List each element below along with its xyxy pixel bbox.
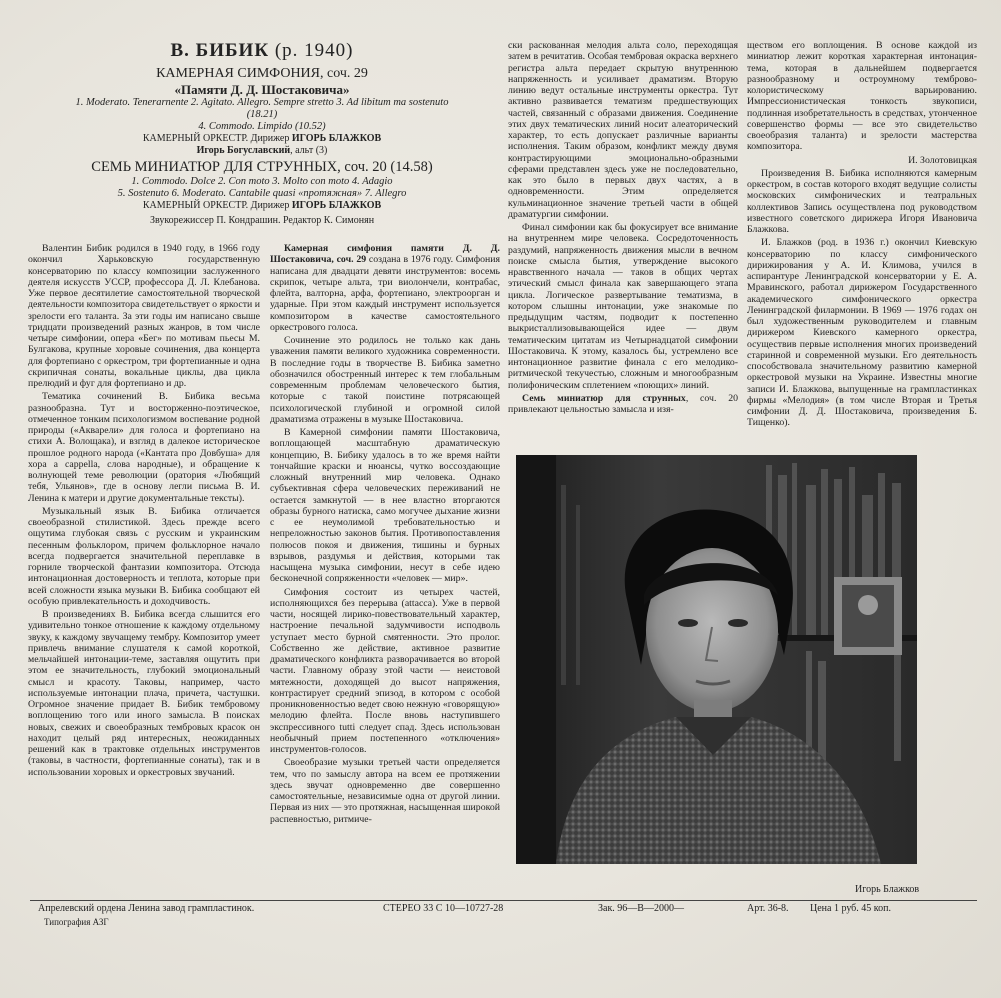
composer-name: В. БИБИК <box>170 40 270 61</box>
paragraph: Валентин Бибик родился в 1940 году, в 1966 году окончил Харьковскую государственную консерваторию по классу композиции заслуженного деятеля искусств УССР, профессора Д. Л. Клебанова. Уже первое десятилетие самостоятельной творческой деятельности композитора свидетельствует о яркости и зрелости его таланта. За эти годы им написано свыше тридцати произведений разных жанров, в том числе четыре симфонии, опера «Бег» по мотивам пьесы М. Булгакова, крупные хоровые сочинения, два концерта для фортепиано с оркестром, три фортепианные и одна скрипичная сонаты, вокальные циклы, два цикла прелюдий и фуг для фортепиано и др. <box>28 243 260 389</box>
work1-ensemble: КАМЕРНЫЙ ОРКЕСТР. Дирижер <box>142 133 290 144</box>
text-column-3 <box>508 40 738 417</box>
paragraph: И. Блажков (род. в 1936 г.) окончил Киевскую консерваторию по классу симфонического дирижирования у А. И. Климова, учился в аспирантуре Ленинградской консерватории у Е. А. Мравинского, работал дирижером Государственного академического симфонического оркестра Ленинградской филармонии. В 1969 — 1976 годах он был художественным руководителем и главным дирижером Киевского камерного оркестра, осуществив первые исполнения многих произведений старинной и современной музыки. Его деятельность способствовала значительному развитию камерной оркестровой музыки на Украине. Известны многие записи И. Блажкова, выпущенные на грампластинках фирмы «Мелодия» (в том числе Вторая и Третья симфонии Д. Д. Шостаковича, произведения Б. Тищенко). <box>747 237 977 429</box>
photo-caption: Игорь Блажков <box>855 884 920 895</box>
work1-subtitle: «Памяти Д. Д. Шостаковича» <box>174 82 350 97</box>
work1-movements-line1: 1. Moderato. Tenerarnente 2. Agitato. Allegro. Sempre stretto 3. Ad libitum ma sostenuto <box>75 97 449 108</box>
engineering-credits: Звукорежиссер П. Кондрашин. Редактор К. Симонян <box>149 215 375 226</box>
work2-conductor: ИГОРЬ БЛАЖКОВ <box>291 200 382 211</box>
symphony-lead: Камерная симфония памяти Д. Д. Шостаковича, соч. 29 <box>270 243 500 266</box>
paragraph <box>270 243 500 333</box>
work2-movements <box>28 176 496 200</box>
paragraph: Тематика сочинений В. Бибика весьма разнообразна. Тут и восторженно-поэтическое, отмеченное тонким психологизмом воспевание родной природы («Акварели» для голоса и фортепиано на стихи А. Волощака), и взгляд в далекое историческое прошлое родного народа («Кантата про Довбуша» для хора a cappella, слова народные), и обращение к волнующей теме революции (оратория «Любящий тебя, Ульянов», где в основу легли письма В. И. Ленина к матери и другие документальные тексты). <box>28 391 260 504</box>
paragraph: ски раскованная мелодия альта соло, переходящая затем в речитатив. Особая тембровая окраска верхнего регистра альта передает скрытую внутреннюю напряженность и усиливает драматизм. Вторую линию ведут остальные инструменты оркестра. Тут активно развивается тематизм предшествующих частей, связанный с образами движения. Соединение этих двух тематических линий носит алеаторический характер, то есть допускает различные варианты исполнения. Таким образом, конфликт между двумя контрастирующими эмоционально-образными сферами представлен здесь уже не последовательно, как это было в первых двух частях, а в одновременности. Этим определяется кульминационное значение третьей части в общей драматургии симфонии. <box>508 40 738 220</box>
album-header <box>28 40 496 226</box>
work2-movements-line1: 1. Commodo. Dolce 2. Con moto 3. Molto con moto 4. Adagio <box>131 176 393 187</box>
text-column-1 <box>28 243 260 780</box>
order-number: Зак. 96—В—2000— <box>598 903 684 914</box>
text-column-4 <box>747 40 977 431</box>
work1-soloist-role: , альт (3) <box>290 145 328 156</box>
conductor-portrait-photo <box>516 455 917 864</box>
work2-movements-line2: 5. Sostenuto 6. Moderato. Cantabile quasi «протяжная» 7. Allegro <box>117 188 407 199</box>
paragraph: Произведения В. Бибика исполняются камерным оркестром, в состав которого входят ведущие солисты московских симфонических и театральных коллективов Запись осуществлена под руководством известного советского дирижера Игоря Ивановича Блажкова. <box>747 167 977 235</box>
work2-performers <box>28 200 496 212</box>
paragraph: ществом его воплощения. В основе каждой из миниатюр лежит короткая характерная интонация-тема, которая в дальнейшем подвергается разнообразному и остроумному темброво-колористическому варьированию. Импрессионистическая тонкость звукописи, подлинная изобретательность в средствах, утонченное совершенство формы — все это свидетельство своеобразия таланта) и зрелости мастерства композитора. <box>747 40 977 153</box>
paragraph: Музыкальный язык В. Бибика отличается своеобразной стилистикой. Здесь прежде всего ощутима глубокая связь с русским и украинским песенным фольклором, причем фольклорное начало всегда подвергается значительной переплавке в горниле творческой фантазии композитора. Отсюда интонационная достоверность и теплота, которые при всей сложности языка музыки В. Бибика сообщают ей особую привлекательность и доходчивость. <box>28 505 260 607</box>
composer-years: (р. 1940) <box>274 40 354 61</box>
paragraph: Сочинение это родилось не только как дань уважения памяти великого художника современности. В последние годы в творчестве В. Бибика заметно обозначился обостренный интерес к тем глобальным современным проблемам человеческого бытия, которые с такой поистине потрясающей психологической глубиной и огромной силой драматизма отражены в музыке Шостаковича. <box>270 335 500 425</box>
work1-duration: (18.21) <box>246 109 278 120</box>
price: Цена 1 руб. 45 коп. <box>810 903 891 914</box>
work1-performers <box>28 133 496 157</box>
paragraph-text: создана в 1976 году. Симфония написана для двадцати девяти инструментов: восемь скрипок, четыре альта, три виолончели, контрабас, флейта, валторна, арфа, фортепиано, электроорган и ударные. При этом каждый инструмент используется композитором в качестве самостоятельного оркестрового голоса. <box>270 254 500 333</box>
paragraph <box>508 393 738 416</box>
text-column-2 <box>270 243 500 827</box>
paragraph: В Камерной симфонии памяти Шостаковича, воплощающей масштабную драматическую концепцию, В. Бибику удалось в то же время найти тончайшие краски и нюансы, чутко воссоздающие сложный внутренний мир человека. Однако субъективная сфера человеческих переживаний не остается замкнутой — в нее властно вторгаются образы бурного натиска, само могучее дыхание жизни с ее неумолимой требовательностью и непреложностью законов бытия. Противопоставления полюсов покоя и движения, тишины и бурных взрывов, раздумья и действия, которыми так насыщена музыка симфонии, несут в себе идею бесконечной сопряженности «человек — мир». <box>270 427 500 585</box>
miniatures-lead: Семь миниатюр для струнных <box>522 392 686 404</box>
work1-conductor: ИГОРЬ БЛАЖКОВ <box>291 133 382 144</box>
paragraph: В произведениях В. Бибика всегда слышится его удивительно тонкое отношение к каждому отдельному звуку, к каждому звучащему тембру. Композитор умеет привлечь внимание слушателя к самой короткой, мельчайшей интонации-теме, заставляя ощутить при этом ее значительность, глубокий эмоциональный смысл и красоту. Таковы, например, часто используемые интонации плача, причета, частушки. Огромное значение придает В. Бибик тембровому воплощению того или иного замысла. В поисках новых, свежих и своеобразных тембровых красок он находит целый ряд интересных, неожиданных решений как в трактовке отдельных инструментов (таковы, в частности, фортепианные сонаты), так и в использовании хоровых и оркестровых звучаний. <box>28 609 260 778</box>
paragraph: Своеобразие музыки третьей части определяется тем, что по замыслу автора на всем ее протяжении здесь звучат одновременно две совершенно самостоятельные, независимые одна от другой линии. Первая из них — это протяжная, насыщенная широкой распевностью, ритмиче- <box>270 757 500 825</box>
work1-soloist: Игорь Богуславский <box>196 145 291 156</box>
work2-title: СЕМЬ МИНИАТЮР ДЛЯ СТРУННЫХ, соч. 20 (14.58) <box>91 159 433 175</box>
work1-movements-line2: 4. Commodo. Limpido (10.52) <box>198 121 326 132</box>
catalog-number: СТЕРЕО 33 С 10—10727-28 <box>383 903 504 914</box>
composer-heading <box>28 40 496 62</box>
work2-ensemble: КАМЕРНЫЙ ОРКЕСТР. Дирижер <box>142 200 290 211</box>
portrait-illustration <box>516 455 917 864</box>
article-number: Арт. 36-8. <box>747 903 789 914</box>
printer-name: Типография АЗГ <box>44 917 109 927</box>
footer-divider <box>30 900 977 901</box>
plant-name: Апрелевский ордена Ленина завод грампластинок. <box>38 903 255 914</box>
paragraph: Финал симфонии как бы фокусирует все внимание на внутреннем мире человека. Сосредоточенность раздумий, напряженность движения мысли в вечном поиске смысла бытия, утверждение высокого нравственного начала — таков в общих чертах этический смысл финала как завершающего этапа цикла. Логическое развертывание тематизма, в котором слышны интонации, уже знакомые по предыдущим частям, подводит к постепенно выкристаллизовывающейся идее — двум тематическим цитатам из Четырнадцатой симфонии Шостаковича. К этому, казалось бы, устремлено все интонационное развитие финала с его мелодико-ритмической текучестью, сложным и многообразным полифоническим сплетением «поющих» линий. <box>508 222 738 391</box>
paragraph: Симфония состоит из четырех частей, исполняющихся без перерыва (attacca). Уже в первой части, носящей лирико-повествовательный характер, настроение печальной задумчивости исподволь уступает место бурной смятенности. Это пролог. Собственно же действие, активное развитие драматического конфликта разворачивается во второй части. Главному образу этой части — неистовой мятежности, доходящей до высот напряжения, контрастирует средний эпизод, в котором с особой проникновенностью ведет свою нежную «говорящую» мелодию флейта. После вновь наступившего экспрессивного tutti следует спад. Здесь использован необычный прием постепенного «отключения» инструментов-голосов. <box>270 586 500 755</box>
work1-title: КАМЕРНАЯ СИМФОНИЯ, соч. 29 <box>156 66 368 81</box>
author-signature: И. Золотовицкая <box>908 154 977 166</box>
work1-movements <box>28 97 496 133</box>
paragraph-text: , соч. 20 привлекают цельностью замысла и изя- <box>508 392 738 415</box>
